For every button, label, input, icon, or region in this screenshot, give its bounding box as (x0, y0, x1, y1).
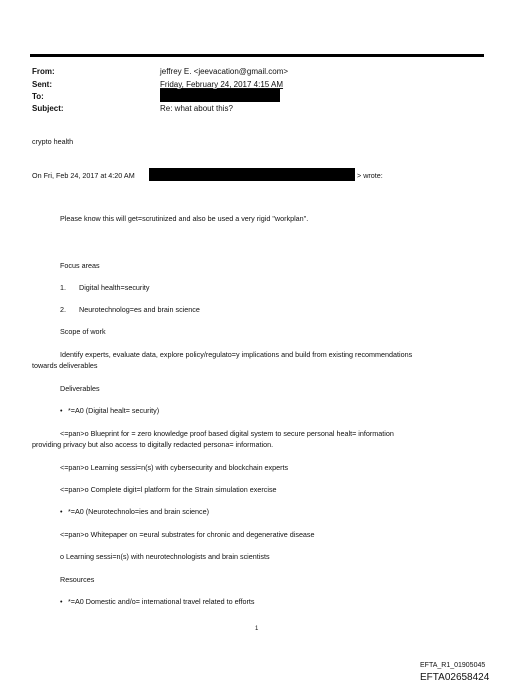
scope-line-2: towards deliverables (32, 361, 98, 370)
scope-heading: Scope of work (60, 327, 106, 336)
sent-label: Sent: (32, 80, 52, 89)
sent-value: Friday, February 24, 2017 4:15 AM (160, 80, 284, 89)
focus-heading: Focus areas (60, 261, 100, 270)
quote-prefix: On Fri, Feb 24, 2017 at 4:20 AM (32, 171, 135, 180)
intro-text: Please know this will get=scrutinized and also be used a very rigid "workplan". (60, 214, 309, 223)
deliverable-6: <=pan>o Whitepaper on =eural substrates for chronic and degenerative disease (60, 530, 315, 539)
subject-value: Re: what about this? (160, 104, 233, 113)
deliverable-1: *=A0 (Digital healt= security) (68, 406, 160, 415)
quote-email-redaction (149, 168, 355, 181)
deliverable-4: <=pan>o Complete digit=l platform for the Strain simulation exercise (60, 485, 277, 494)
focus-2-num: 2. (60, 305, 66, 314)
deliverable-5: *=A0 (Neurotechnolo=ies and brain science) (68, 507, 210, 516)
resource-1: *=A0 Domestic and/o= international travel related to efforts (68, 597, 255, 606)
focus-2: Neurotechnolog=es and brain science (79, 305, 200, 314)
deliverable-2-line-1: <=pan>o Blueprint for = zero knowledge proof based digital system to secure personal healt= information (60, 429, 394, 438)
to-label: To: (32, 92, 44, 101)
quote-suffix: > wrote: (357, 171, 383, 180)
page-number: 1 (255, 626, 259, 632)
focus-1: Digital health=security (79, 283, 150, 292)
footer-id-2: EFTA02658424 (420, 672, 490, 683)
to-redaction (160, 89, 280, 102)
bullet-3: • (60, 597, 63, 606)
from-label: From: (32, 67, 55, 76)
deliverable-2-line-2: providing privacy but also access to digitally redacted persona= information. (32, 440, 274, 449)
bullet-2: • (60, 507, 63, 516)
scope-line-1: Identify experts, evaluate data, explore policy/regulato=y implications and build from existing recommendations (60, 350, 413, 359)
deliverable-3: <=pan>o Learning sessi=n(s) with cybersecurity and blockchain experts (60, 463, 289, 472)
bullet-1: • (60, 406, 63, 415)
footer-id-1: EFTA_R1_01905045 (420, 662, 486, 669)
resources-heading: Resources (60, 575, 95, 584)
focus-1-num: 1. (60, 283, 66, 292)
deliverables-heading: Deliverables (60, 384, 100, 393)
header-rule (30, 54, 484, 57)
subject-label: Subject: (32, 104, 64, 113)
from-value: jeffrey E. <jeevacation@gmail.com> (160, 67, 289, 76)
reply-text: crypto health (32, 137, 74, 146)
deliverable-7: o Learning sessi=n(s) with neurotechnologists and brain scientists (60, 552, 270, 561)
